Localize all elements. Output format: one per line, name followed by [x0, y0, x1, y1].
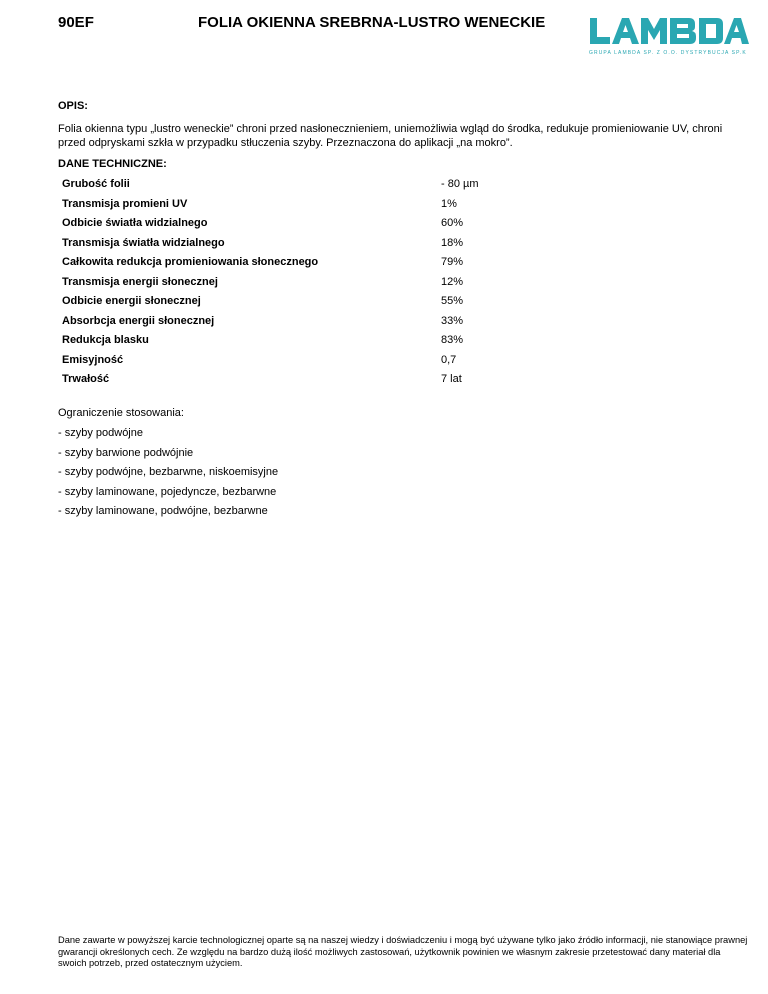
lambda-logo	[588, 16, 750, 58]
spec-label: Emisyjność	[62, 353, 124, 366]
restrictions-title: Ograniczenie stosowania:	[58, 407, 184, 419]
document-title: FOLIA OKIENNA SREBRNA-LUSTRO WENECKIE	[198, 14, 546, 31]
restriction-item: - szyby laminowane, podwójne, bezbarwne	[58, 505, 268, 518]
spec-row	[58, 195, 568, 215]
spec-row	[58, 370, 568, 390]
spec-label: Absorbcja energii słonecznej	[62, 314, 215, 327]
spec-row	[58, 331, 568, 351]
spec-row	[58, 214, 568, 234]
description-text: Folia okienna typu „lustro weneckie” chroni przed nasłonecznieniem, uniemożliwia wgląd do środka, redukuje promieniowanie UV, chroni przed odpryskami szkła w przypadku stłuczenia szyby. Przeznaczona do aplikacji „na mokro”.	[58, 123, 723, 149]
spec-value: 18%	[441, 236, 464, 249]
spec-label: Grubość folii	[62, 178, 130, 190]
spec-row	[58, 292, 568, 312]
spec-label: Odbicie energii słonecznej	[62, 295, 201, 307]
spec-value: 60%	[441, 217, 464, 229]
logo-subtitle: GRUPA LAMBDA SP. Z O.O. DYSTRYBUCJA SP.K	[589, 50, 747, 55]
spec-value: 1%	[441, 197, 457, 210]
restriction-item: - szyby barwione podwójnie	[58, 446, 194, 459]
spec-label: Transmisja energii słonecznej	[62, 275, 218, 288]
spec-label: Transmisja promieni UV	[62, 197, 188, 210]
spec-value: 55%	[441, 295, 464, 307]
spec-row	[58, 234, 568, 254]
restriction-item: - szyby podwójne	[58, 427, 143, 439]
disclaimer-text: Dane zawarte w powyższej karcie technologicznej oparte są na naszej wiedzy i doświadczeniu i mogą być używane tylko jako źródło informacji, nie stanowiące prawnej gwarancji określonych cech. Ze względu na bardzo dużą ilość możliwych zastosowań, użytkownik powinien we własnym zakresie przetestować dany materiał dla swoich potrzeb, przed ostatecznym użyciem.	[58, 935, 748, 968]
specs-table	[58, 175, 568, 390]
spec-row	[58, 273, 568, 293]
spec-value: 79%	[441, 256, 464, 268]
spec-label: Redukcja blasku	[62, 334, 149, 346]
restriction-item: - szyby laminowane, pojedyncze, bezbarwne	[58, 485, 277, 498]
spec-row	[58, 312, 568, 332]
spec-value: 83%	[441, 334, 464, 346]
technical-data-label: DANE TECHNICZNE:	[58, 158, 167, 170]
spec-value: 0,7	[441, 353, 457, 366]
spec-row	[58, 351, 568, 371]
spec-label: Transmisja światła widzialnego	[62, 236, 225, 249]
description-label: OPIS:	[58, 100, 88, 112]
spec-row	[58, 253, 568, 273]
spec-value: 7 lat	[441, 373, 462, 385]
spec-label: Całkowita redukcja promieniowania słonecznego	[62, 256, 319, 268]
restriction-item: - szyby podwójne, bezbarwne, niskoemisyjne	[58, 466, 279, 479]
spec-value: 33%	[441, 314, 464, 327]
product-code: 90EF	[58, 14, 94, 31]
spec-value: - 80 µm	[441, 178, 479, 190]
restrictions-section	[58, 407, 278, 525]
spec-row	[58, 175, 568, 195]
spec-label: Trwałość	[62, 373, 110, 385]
spec-label: Odbicie światła widzialnego	[62, 217, 208, 229]
spec-value: 12%	[441, 275, 464, 288]
